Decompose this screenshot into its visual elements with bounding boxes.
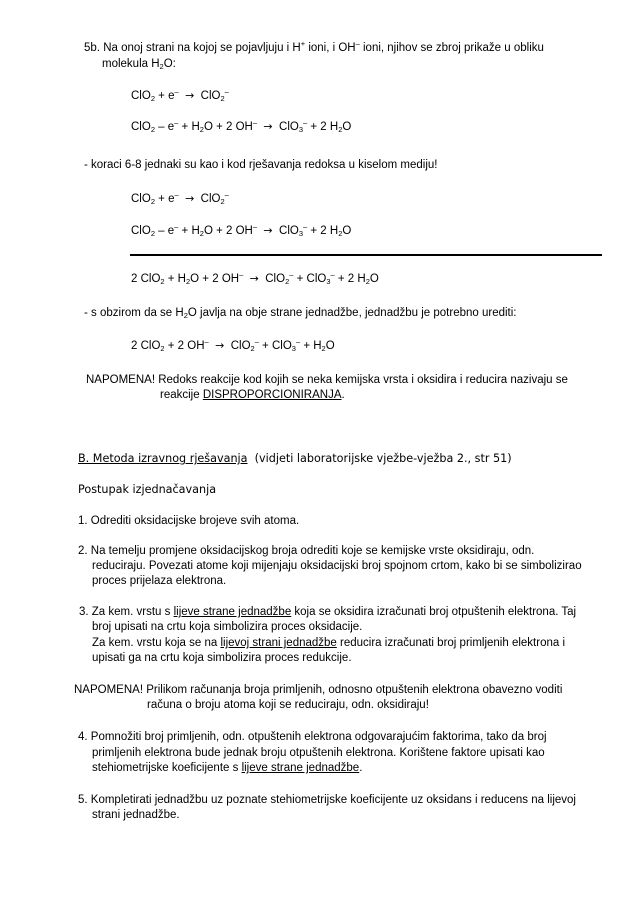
section-5b-line2: molekula $H_2O$:: [102, 58, 176, 71]
equation-oxidation-2: $ClO_2 - e^- + H_2O + 2$ OH– → ClO$_3$– + 2 $H_2O$: [131, 222, 352, 238]
equation-oxidation-1: $ClO_2 - e^- + H_2O + 2$ OH– → ClO$_3$– + 2 $H_2O$: [131, 118, 352, 134]
note-label: NAPOMENA!: [86, 374, 156, 386]
procedure-heading: Postupak izjednačavanja: [78, 483, 217, 496]
summation-line: [130, 254, 602, 256]
step-2-line3: proces prijelaza elektrona.: [92, 575, 227, 587]
equation-sum: 2 $ClO_2 + H_2O + 2$ OH– → ClO$_2$– + ClO$_3$– + 2 $H_2O$: [131, 270, 379, 286]
step-2-line2: reduciraju. Povezati atome koji mijenjaju oksidacijski broj spojnom crtom, kako bi se simbolizirao: [92, 560, 582, 572]
step-4-line3: stehiometrijske koeficijente s lijeve strane jednadžbe.: [92, 762, 363, 774]
step-3-line1: 3. Za kem. vrstu s lijeve strane jednadžbe koja se oksidira izračunati broj otpuštenih elektrona. Taj: [79, 606, 577, 618]
equation-final: 2 ClO$_2$ + 2 $OH^- \to ClO_2^- + ClO_3^- + H_2O$: [131, 337, 335, 353]
section-number: 5b.: [84, 42, 100, 54]
section-b-reference: (vidjeti laboratorijske vježbe-vježba 2., str 51): [254, 452, 512, 465]
disproportionation-term: DISPROPORCIONIRANJA: [202, 389, 342, 401]
note-2-label: NAPOMENA!: [74, 684, 144, 696]
step-2-line1: 2. Na temelju promjene oksidacijskog broja odrediti koje se kemijske vrste oksidiraju, odn.: [78, 545, 535, 557]
step-4-line1: 4. Pomnožiti broj primljenih, odn. otpuštenih elektrona odgovarajućim faktorima, tako da broj: [78, 731, 547, 743]
note-2-line2: računa o broju atoma koji se reduciraju, odn. oksidiraju!: [147, 699, 429, 711]
water-note: - s obzirom da se $H_2O$ javlja na obje strane jednadžbe, jednadžbu je potrebno urediti:: [84, 307, 517, 320]
equation-reduction-1: ClO$_2$ + e– → ClO$_2$–: [131, 87, 229, 103]
step-5-line1: 5. Kompletirati jednadžbu uz poznate stehiometrijske koeficijente uz oksidans i reducens na lijevoj: [78, 794, 576, 806]
section-b-title: B. Metoda izravnog rješavanja: [78, 452, 248, 465]
steps-note: - koraci 6-8 jednaki su kao i kod rješavanja redoksa u kiselom mediju!: [84, 159, 438, 171]
step-4-line2: primljenih elektrona bude jednak broju otpuštenih elektrona. Korištene faktore upisati kao: [92, 747, 545, 759]
note-2-line1: NAPOMENA! Prilikom računanja broja primljenih, odnosno otpuštenih elektrona obavezno voditi: [74, 684, 563, 696]
step-3-line3: Za kem. vrstu koja se na lijevoj strani jednadžbe reducira izračunati broj primljenih elektrona i: [92, 637, 566, 649]
step-3-line2: broj upisati na crtu koja simbolizira proces oksidacije.: [92, 621, 363, 633]
step-3-line4: upisati ga na crtu koja simbolizira proces redukcije.: [92, 652, 352, 664]
step-1: 1. Odrediti oksidacijske brojeve svih atoma.: [78, 515, 300, 527]
note-disproportionation-line1: NAPOMENA! Redoks reakcije kod kojih se neka kemijska vrsta i oksidira i reducira nazivaju se: [86, 374, 568, 386]
step-5-line2: strani jednadžbe.: [92, 809, 180, 821]
equation-reduction-2: ClO$_2$ + e– → ClO$_2$–: [131, 190, 229, 206]
section-5b-line1: 5b. Na onoj strani na kojoj se pojavljuju i H+ ioni, i OH– ioni, njihov se zbroj prikaže u obliku: [84, 39, 544, 54]
section-b-heading: [78, 452, 512, 466]
note-disproportionation-line2: reakcije DISPROPORCIONIRANJA.: [160, 389, 345, 401]
